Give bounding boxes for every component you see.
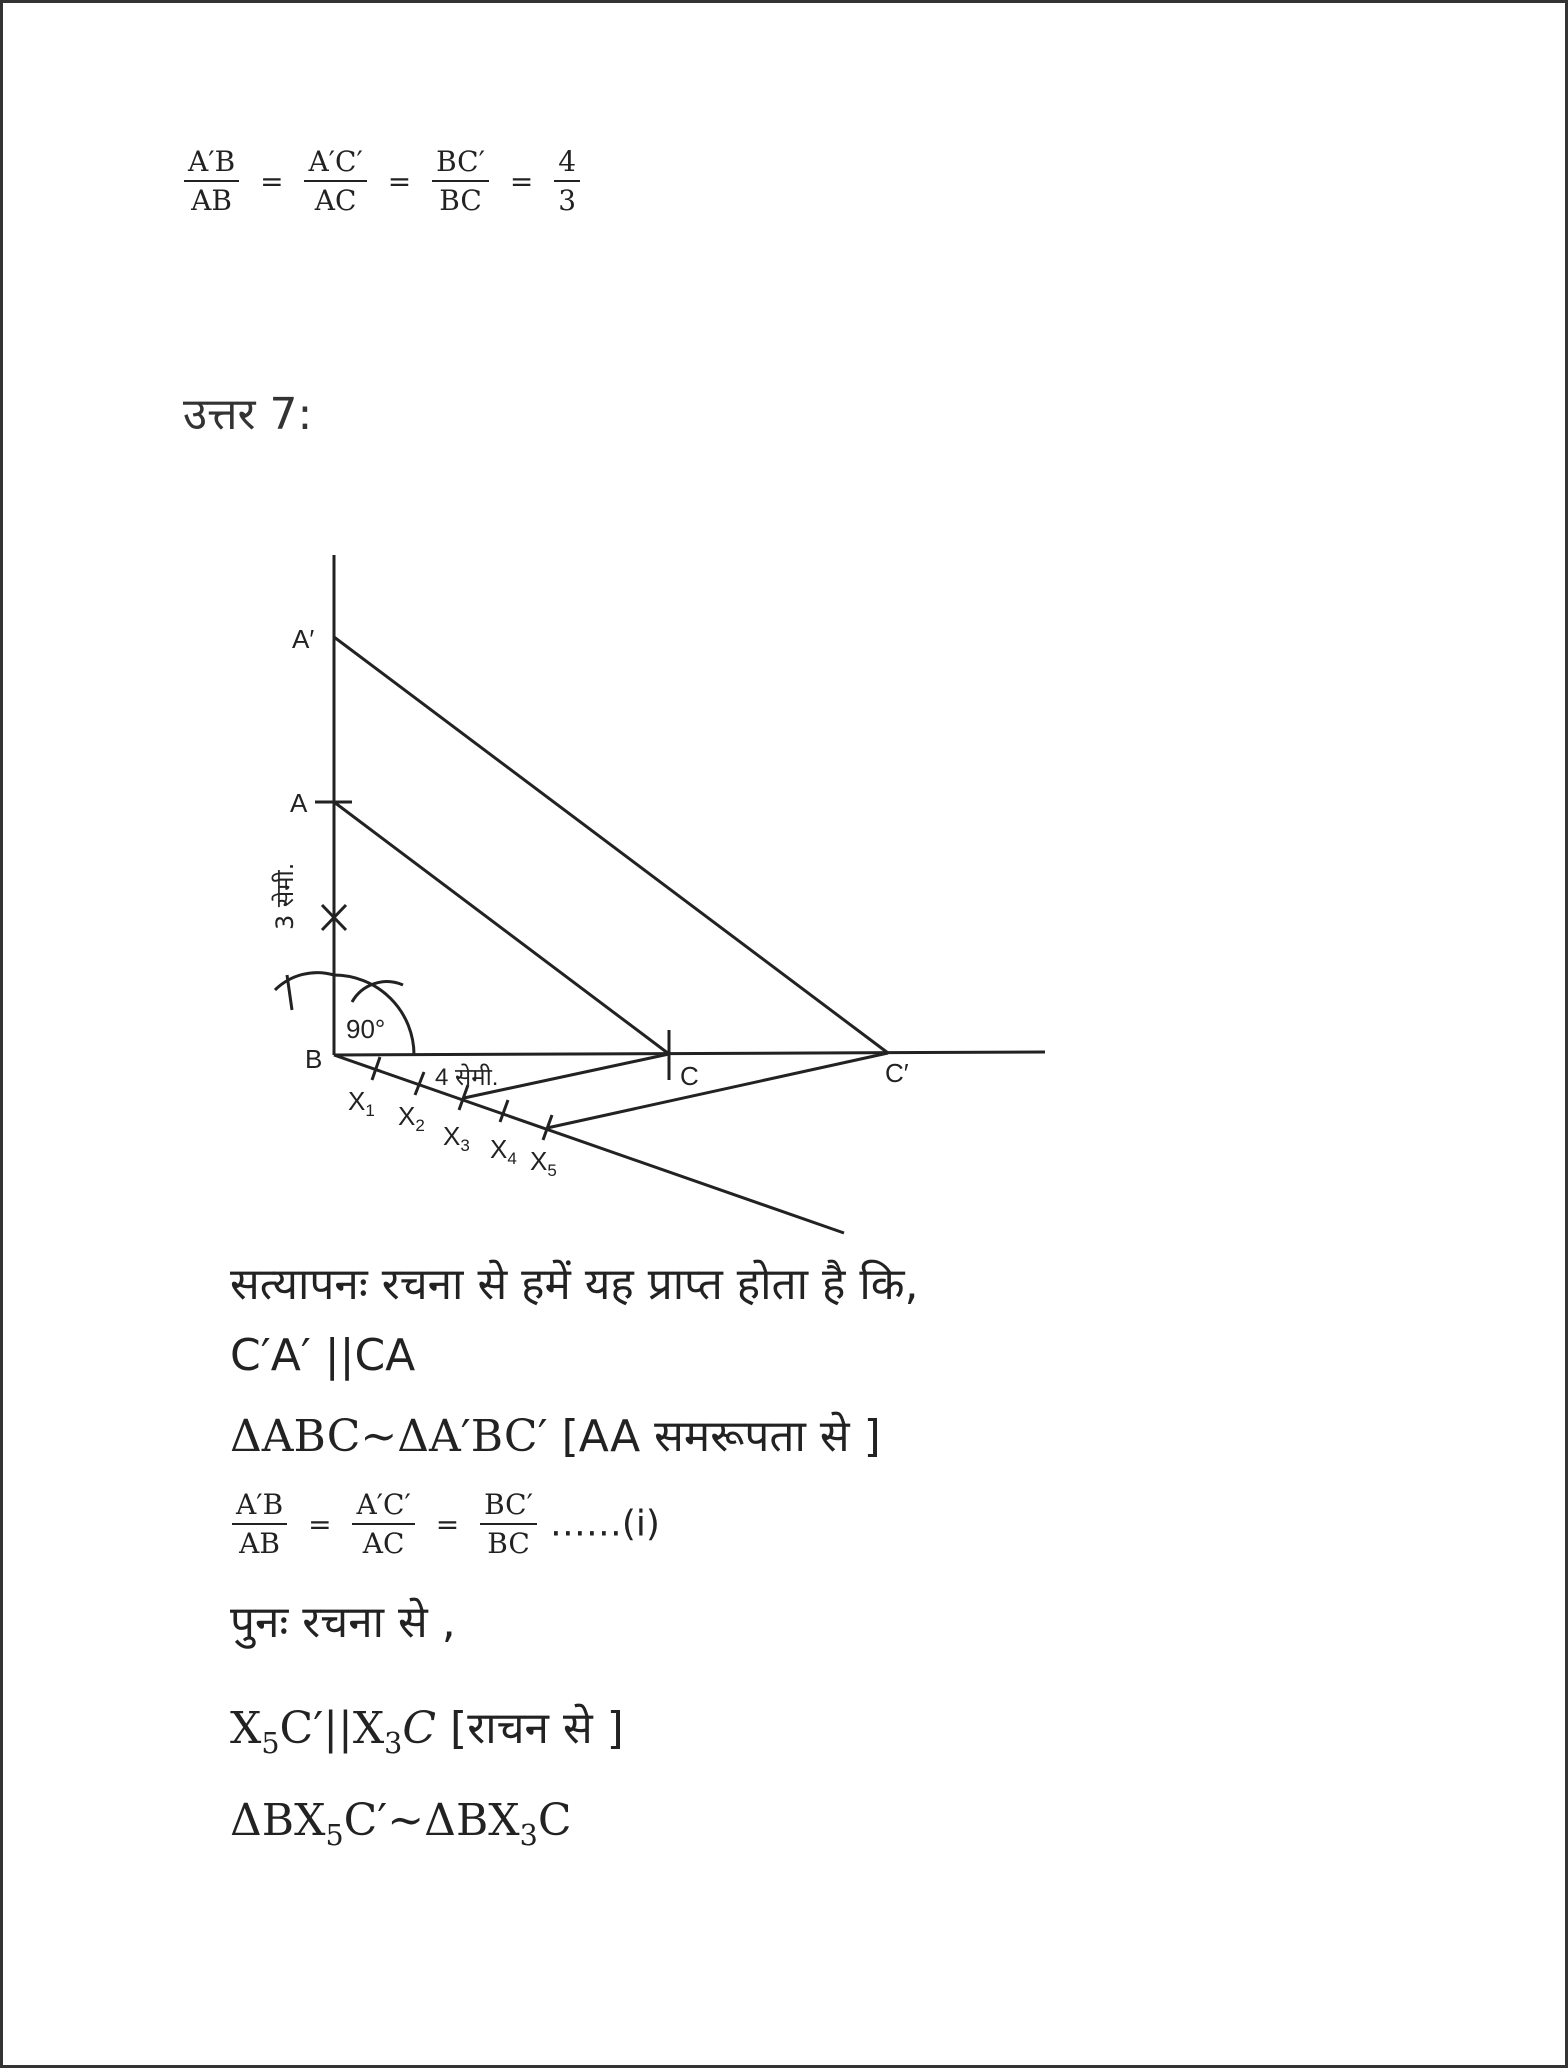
label-x3: $X_3$	[443, 1121, 470, 1155]
math-text: C′||X	[279, 1703, 385, 1754]
math-text: ΔBX	[230, 1795, 326, 1846]
label-c: C	[680, 1061, 699, 1091]
subscript: 3	[384, 1725, 403, 1760]
verification-line-5: पुनः रचना से ,	[230, 1597, 456, 1648]
numerator: BC′	[432, 145, 489, 182]
label-x4: $X_4$	[490, 1134, 517, 1168]
equation-tag: ……(i)	[549, 1503, 660, 1545]
fraction	[352, 1488, 414, 1560]
label-x5: $X_5$	[530, 1146, 557, 1180]
math-text: X	[230, 1703, 262, 1754]
denominator: BC	[487, 1527, 530, 1560]
equals: =	[260, 164, 284, 198]
verification-line-6	[230, 1696, 624, 1760]
label-ab-length: 3 सेमी.	[271, 862, 299, 930]
subscript: 3	[519, 1817, 538, 1852]
equals: =	[509, 164, 534, 198]
fraction	[480, 1488, 537, 1560]
label-bc-length: 4 सेमी.	[435, 1064, 499, 1091]
label-a-prime: A′	[292, 624, 315, 654]
subscript: 5	[325, 1817, 344, 1852]
math-text: C′~ΔBX	[343, 1795, 520, 1846]
label-angle: 90°	[346, 1014, 386, 1044]
arc-mark	[352, 982, 403, 1002]
line-bx-ray	[334, 1055, 844, 1233]
verification-ratio	[228, 1488, 660, 1560]
verification-line-2: C′A′ ||CA	[230, 1330, 416, 1381]
arc-mark	[275, 973, 334, 990]
numerator: A′B	[184, 145, 239, 182]
line-x5-c-prime	[547, 1053, 888, 1128]
verification-line-7	[230, 1795, 571, 1852]
math-text: C	[402, 1703, 437, 1754]
line-bc-ray	[334, 1052, 1045, 1055]
parallel-reason: [राचन से ]	[450, 1703, 624, 1754]
label-x1: $X_1$	[348, 1086, 375, 1120]
similarity-statement: ΔABC~ΔA′BC′	[230, 1411, 548, 1462]
equals: =	[435, 1507, 460, 1541]
denominator: AB	[191, 184, 232, 217]
tick-x4	[500, 1100, 508, 1122]
equals: =	[308, 1507, 332, 1541]
math-text: C	[537, 1795, 572, 1846]
answer-heading: उत्तर 7:	[183, 389, 313, 440]
verification-line-3	[230, 1404, 881, 1464]
similarity-reason: [AA समरूपता से ]	[561, 1411, 881, 1462]
numerator: A′C′	[304, 145, 366, 182]
line-a-prime-c-prime	[334, 637, 888, 1053]
subscript: 5	[261, 1725, 280, 1760]
label-x2: $X_2$	[398, 1101, 425, 1135]
verification-line-1: सत्यापनः रचना से हमें यह प्राप्त होता है कि,	[230, 1259, 919, 1310]
label-b: B	[305, 1044, 323, 1074]
numerator: 4	[554, 145, 580, 182]
denominator: AB	[239, 1527, 280, 1560]
denominator: BC	[439, 184, 482, 217]
numerator: A′B	[232, 1488, 287, 1525]
equals: =	[387, 164, 412, 198]
denominator: AC	[362, 1527, 405, 1560]
numerator: BC′	[480, 1488, 537, 1525]
label-a: A	[290, 788, 308, 818]
denominator: AC	[314, 184, 357, 217]
numerator: A′C′	[352, 1488, 414, 1525]
fraction	[232, 1488, 287, 1560]
denominator: 3	[558, 184, 577, 217]
label-c-prime: C′	[885, 1058, 909, 1088]
